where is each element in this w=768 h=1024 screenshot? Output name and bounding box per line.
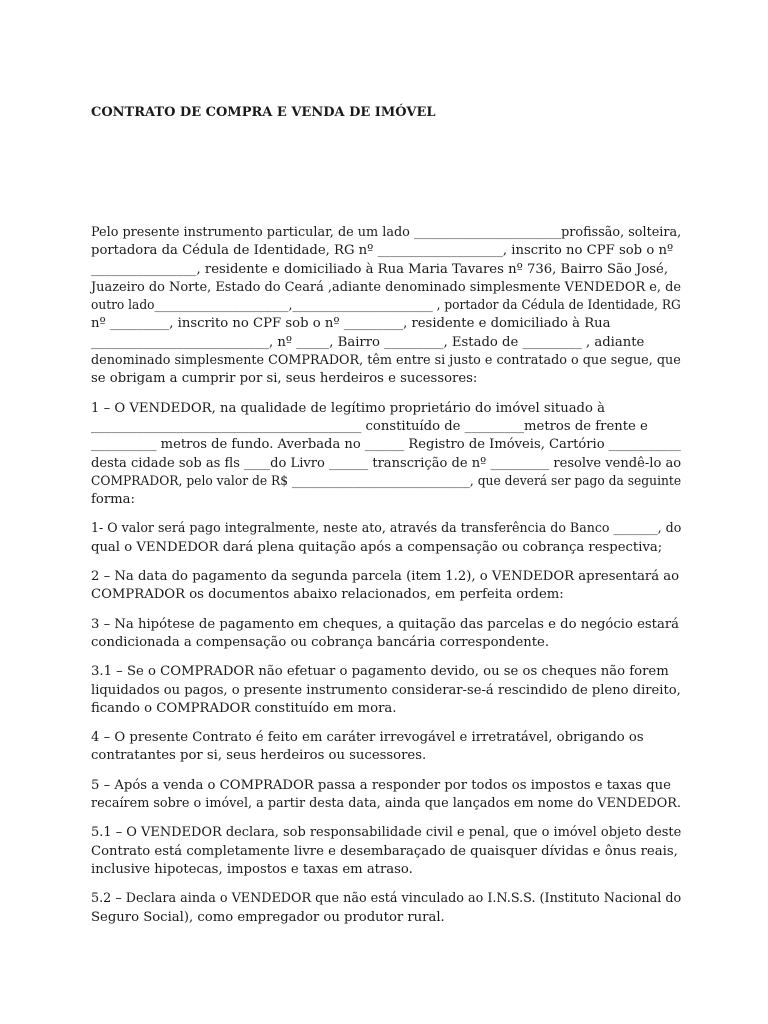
paragraph-line: forma:	[91, 492, 135, 508]
paragraph-line: denominado simplesmente COMPRADOR, têm entre si justo e contratado o que segue, que	[91, 353, 681, 369]
paragraph-line: _________________________________________ constituído de _________metros de frente e	[91, 418, 648, 434]
paragraph-line: 1- O valor será pago integralmente, neste ato, através da transferência do Banco _______, do	[91, 521, 682, 537]
paragraph-line: inclusive hipotecas, impostos e taxas em atraso.	[91, 861, 413, 877]
paragraph-line: ficando o COMPRADOR constituído em mora.	[91, 700, 397, 716]
paragraph-line: 3.1 – Se o COMPRADOR não efetuar o pagamento devido, ou se os cheques não forem	[91, 664, 669, 680]
paragraph-line: COMPRADOR, pelo valor de R$ _____________________________, que deverá ser pago da seguinte	[91, 473, 682, 489]
paragraph-line: ___________________________, nº _____, Bairro _________, Estado de _________ , adiante	[91, 334, 645, 350]
paragraph-line: Seguro Social), como empregador ou produtor rural.	[91, 909, 445, 925]
contract-paragraph	[91, 890, 681, 927]
paragraph-line: ________________, residente e domiciliado à Rua Maria Tavares nº 736, Bairro São José,	[91, 261, 669, 277]
paragraph-line: 1 – O VENDEDOR, na qualidade de legítimo proprietário do imóvel situado à	[91, 400, 605, 416]
paragraph-line: 2 – Na data do pagamento da segunda parcela (item 1.2), o VENDEDOR apresentará ao	[91, 569, 680, 585]
paragraph-line: liquidados ou pagos, o presente instrumento considerar-se-á rescindido de pleno direito,	[91, 682, 681, 698]
document-body	[91, 224, 681, 938]
contract-paragraph	[91, 777, 681, 814]
paragraph-line: recaírem sobre o imóvel, a partir desta data, ainda que lançados em nome do VENDEDOR.	[91, 796, 681, 812]
contract-paragraph	[91, 520, 681, 557]
paragraph-line: COMPRADOR os documentos abaixo relacionados, em perfeita ordem:	[91, 587, 564, 603]
contract-paragraph	[91, 224, 681, 389]
paragraph-line: Contrato está completamente livre e desembaraçado de quaisquer dívidas e ônus reais,	[91, 843, 678, 859]
paragraph-line: contratantes por si, seus herdeiros ou sucessores.	[91, 748, 427, 764]
paragraph-line: desta cidade sob as fls ____do Livro ______ transcrição de nº _________ resolve vendê-lo ao	[91, 455, 682, 471]
paragraph-line: 5.1 – O VENDEDOR declara, sob responsabilidade civil e penal, que o imóvel objeto deste	[91, 825, 682, 841]
paragraph-line: Pelo presente instrumento particular, de um lado _______________________profissão, solteira,	[91, 225, 682, 240]
contract-paragraph	[91, 824, 681, 879]
paragraph-line: Juazeiro do Norte, Estado do Ceará ,adiante denominado simplesmente VENDEDOR e, de	[91, 279, 682, 295]
paragraph-line: nº _________, inscrito no CPF sob o nº _________, residente e domiciliado à Rua	[91, 316, 611, 332]
contract-paragraph	[91, 616, 681, 653]
paragraph-line: condicionada a compensação ou cobrança bancária correspondente.	[91, 634, 550, 650]
paragraph-line: 5 – Após a venda o COMPRADOR passa a responder por todos os impostos e taxas que	[91, 777, 671, 793]
paragraph-line: qual o VENDEDOR dará plena quitação após a compensação ou cobrança respectiva;	[91, 539, 663, 555]
paragraph-line: 3 – Na hipótese de pagamento em cheques, a quitação das parcelas e do negócio estará	[91, 616, 680, 632]
paragraph-line: __________ metros de fundo. Averbada no ______ Registro de Imóveis, Cartório ___________	[91, 437, 681, 453]
contract-paragraph	[91, 729, 681, 766]
contract-paragraph	[91, 663, 681, 718]
paragraph-line: se obrigam a cumprir por si, seus herdeiros e sucessores:	[91, 371, 478, 387]
paragraph-line: 4 – O presente Contrato é feito em caráter irrevogável e irretratável, obrigando os	[91, 730, 644, 746]
contract-paragraph	[91, 400, 681, 510]
paragraph-line: outro lado______________________,_______________________ , portador da Cédula de Identidade, RG	[91, 298, 681, 314]
contract-paragraph	[91, 568, 681, 605]
paragraph-line: 5.2 – Declara ainda o VENDEDOR que não está vinculado ao I.N.S.S. (Instituto Nacional do	[91, 891, 682, 907]
paragraph-line: portadora da Cédula de Identidade, RG nº ___________________, inscrito no CPF sob o nº	[91, 243, 674, 259]
document-title: CONTRATO DE COMPRA E VENDA DE IMÓVEL	[91, 105, 436, 120]
